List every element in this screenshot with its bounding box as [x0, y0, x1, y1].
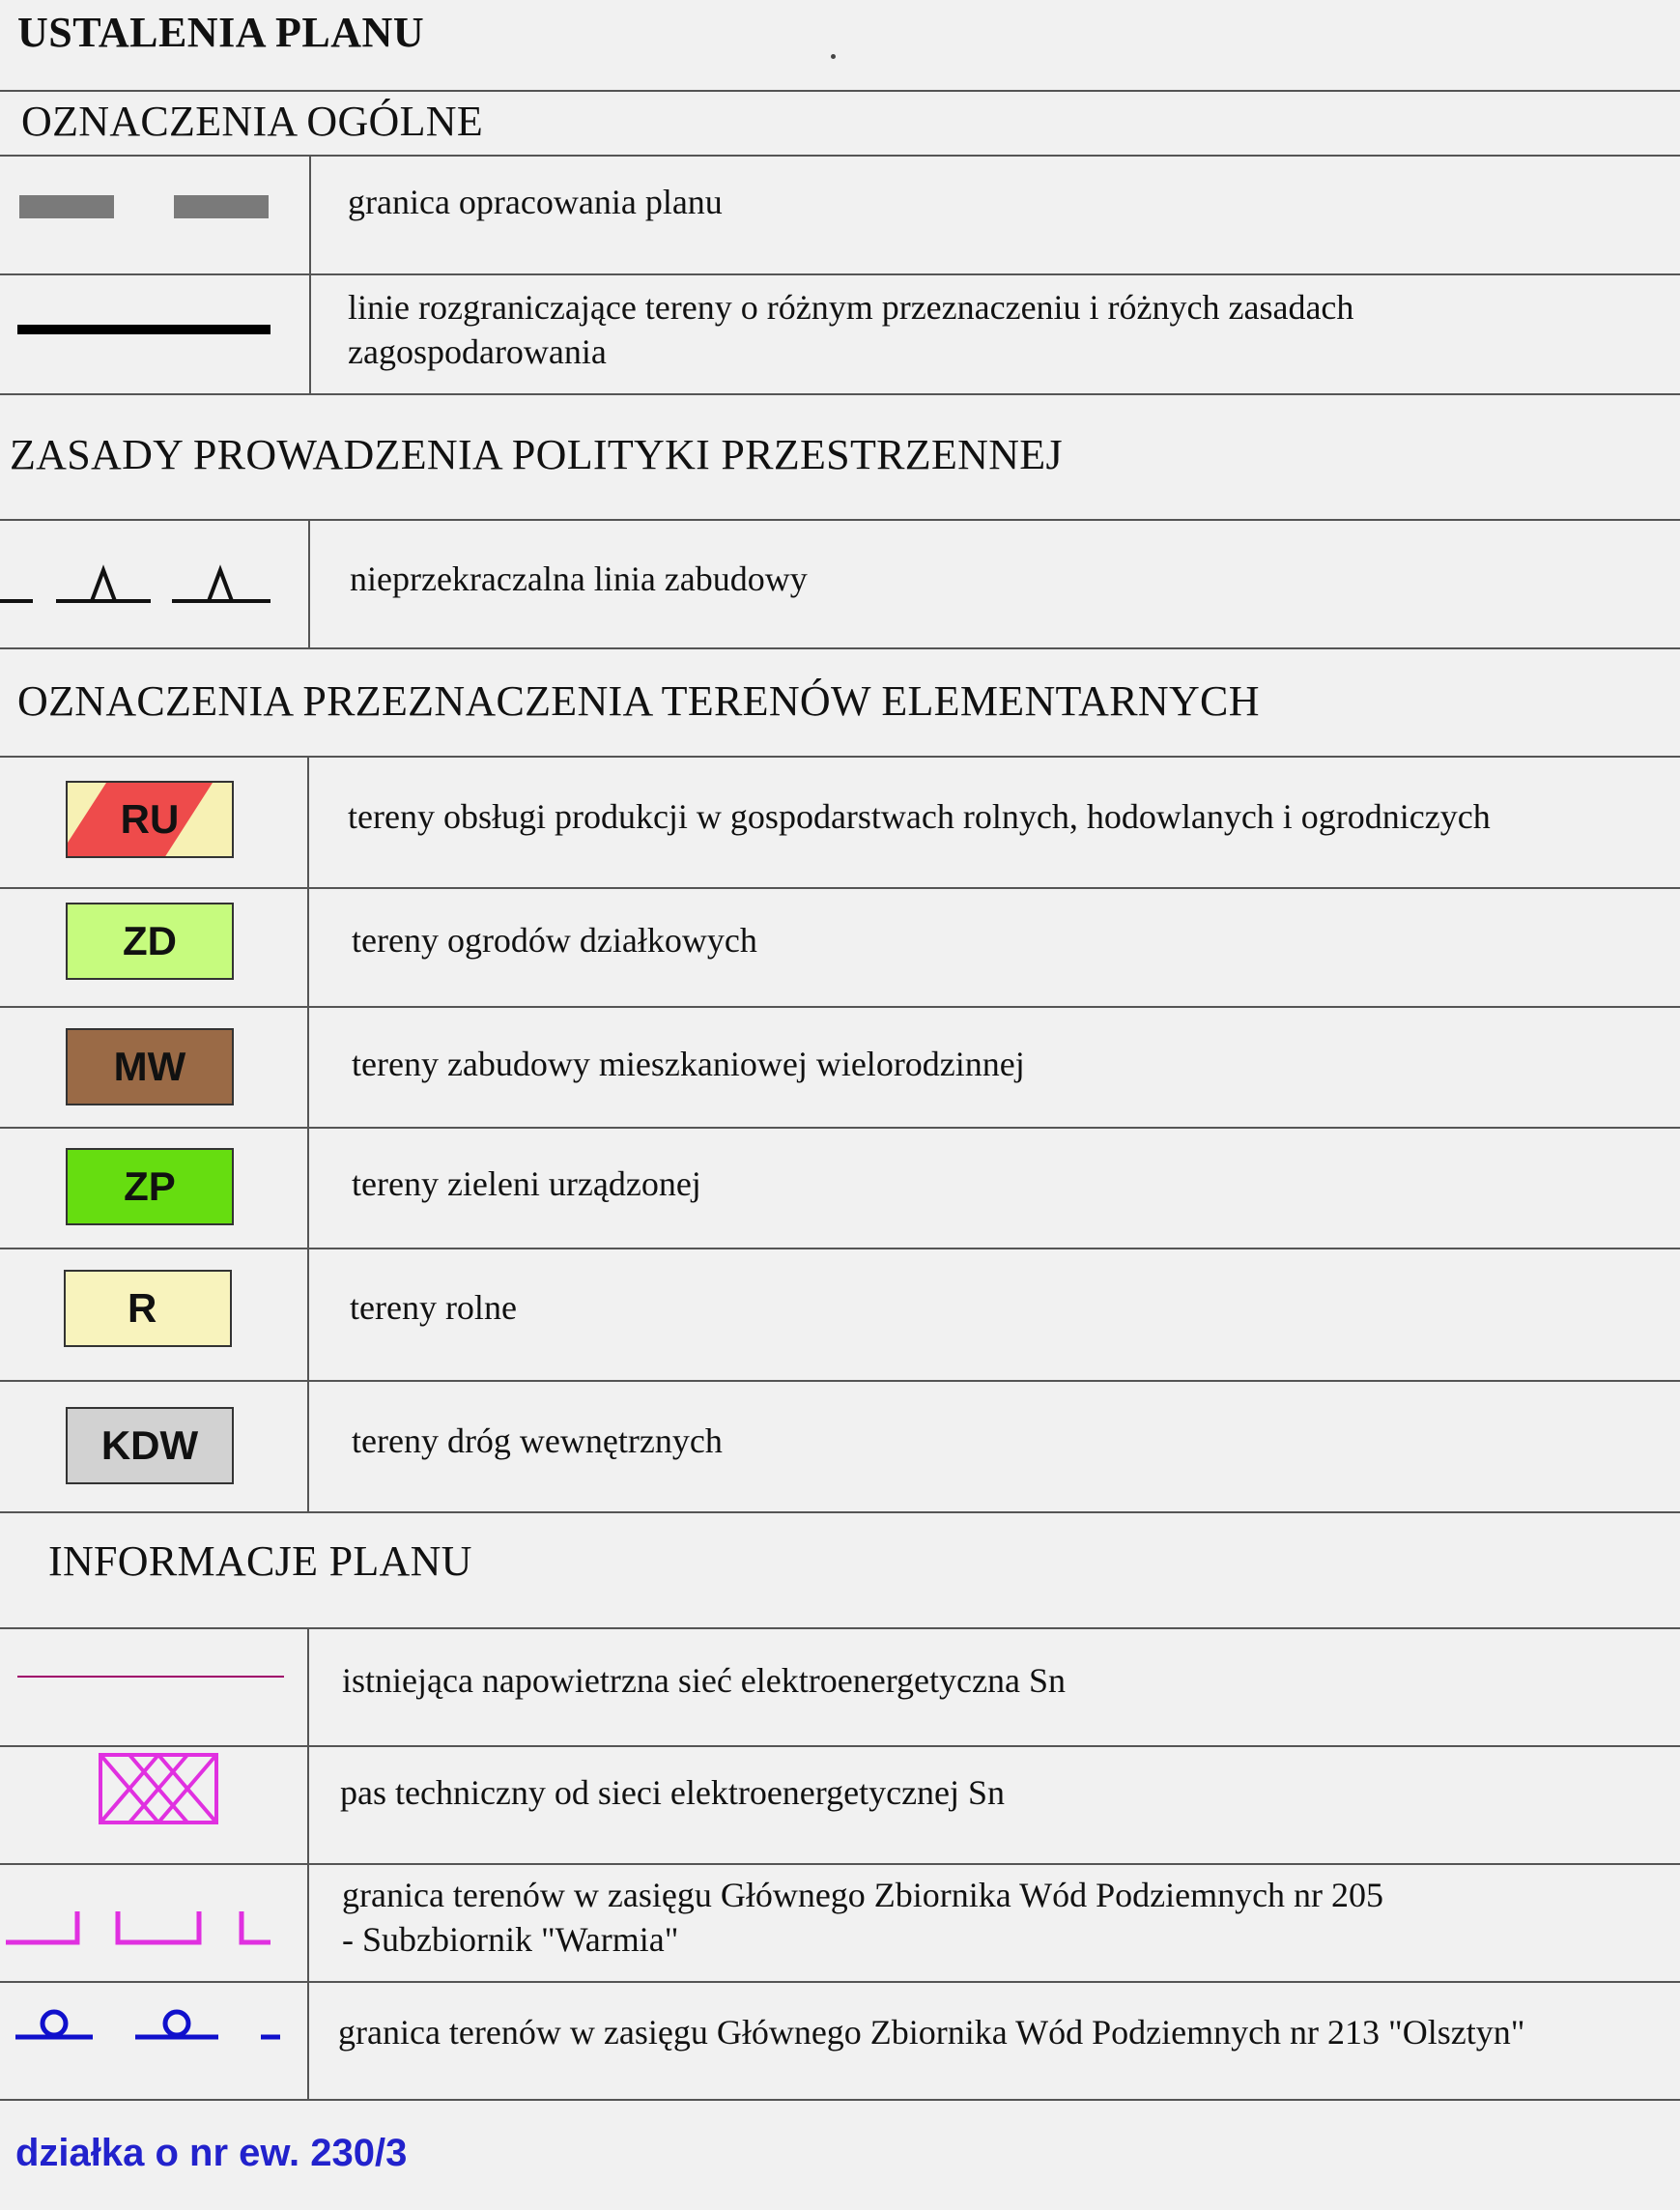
building-line-icon [0, 559, 280, 607]
divider [0, 1248, 1680, 1249]
legend-desc: granica terenów w zasięgu Głównego Zbiornika Wód Podziemnych nr 213 "Olsztyn" [338, 2013, 1525, 2052]
legend-desc: granica opracowania planu [348, 183, 723, 221]
legend-desc: tereny obsługi produkcji w gospodarstwach rolnych, hodowlanych i ogrodniczych [348, 797, 1491, 836]
legend-desc: tereny zabudowy mieszkaniowej wielorodzinnej [352, 1045, 1025, 1083]
zone-swatch-r: R [64, 1270, 232, 1347]
divider [0, 1627, 1680, 1629]
divider [0, 273, 1680, 275]
divider [0, 1863, 1680, 1865]
legend-desc: istniejąca napowietrzna sieć elektroenergetyczna Sn [342, 1661, 1066, 1700]
zone-swatch-zp: ZP [66, 1148, 234, 1225]
column-divider [308, 519, 310, 648]
divider [0, 647, 1680, 649]
legend-desc: linie rozgraniczające tereny o różnym przeznaczeniu i różnych zasadach zagospodarowania [348, 288, 1354, 371]
legend-desc: pas techniczny od sieci elektroenergetycznej Sn [340, 1773, 1006, 1812]
zone-swatch-mw: MW [66, 1028, 234, 1105]
divider [0, 1380, 1680, 1382]
legend-desc: nieprzekraczalna linia zabudowy [350, 560, 808, 598]
divider [0, 2099, 1680, 2101]
solid-black-line-icon [17, 323, 271, 338]
divider [0, 155, 1680, 157]
section-heading-zoning: OZNACZENIA PRZEZNACZENIA TERENÓW ELEMENTARNYCH [17, 677, 1260, 725]
parcel-number-label: działka o nr ew. 230/3 [15, 2132, 408, 2174]
divider [0, 887, 1680, 889]
divider [0, 393, 1680, 395]
zone-swatch-ru: RU [66, 781, 234, 858]
section-heading-general: OZNACZENIA OGÓLNE [21, 98, 484, 145]
legend-desc: tereny dróg wewnętrznych [352, 1421, 723, 1460]
page-title: USTALENIA PLANU [17, 9, 425, 56]
dot-mark [831, 54, 836, 59]
legend-desc: tereny rolne [350, 1288, 517, 1327]
hatch-box-icon [99, 1753, 218, 1824]
dashed-gray-line-icon [17, 193, 278, 222]
legend-desc: tereny ogrodów działkowych [352, 921, 757, 960]
legend-desc: granica terenów w zasięgu Głównego Zbiornika Wód Podziemnych nr 205 - Subzbiornik "Warmia" [342, 1876, 1384, 1959]
power-line-icon [17, 1672, 284, 1681]
divider [0, 1127, 1680, 1129]
bracket-line-icon [6, 1908, 276, 1946]
zone-swatch-kdw: KDW [66, 1407, 234, 1484]
circle-line-icon [15, 2004, 286, 2043]
divider [0, 519, 1680, 521]
divider [0, 1745, 1680, 1747]
section-heading-info: INFORMACJE PLANU [48, 1537, 472, 1585]
column-divider [307, 756, 309, 1511]
divider [0, 1511, 1680, 1513]
divider [0, 1006, 1680, 1008]
divider [0, 1981, 1680, 1983]
divider [0, 756, 1680, 758]
section-heading-policy: ZASADY PROWADZENIA POLITYKI PRZESTRZENNEJ [10, 431, 1063, 478]
zone-swatch-zd: ZD [66, 903, 234, 980]
divider [0, 90, 1680, 92]
legend-desc: tereny zieleni urządzonej [352, 1164, 701, 1203]
